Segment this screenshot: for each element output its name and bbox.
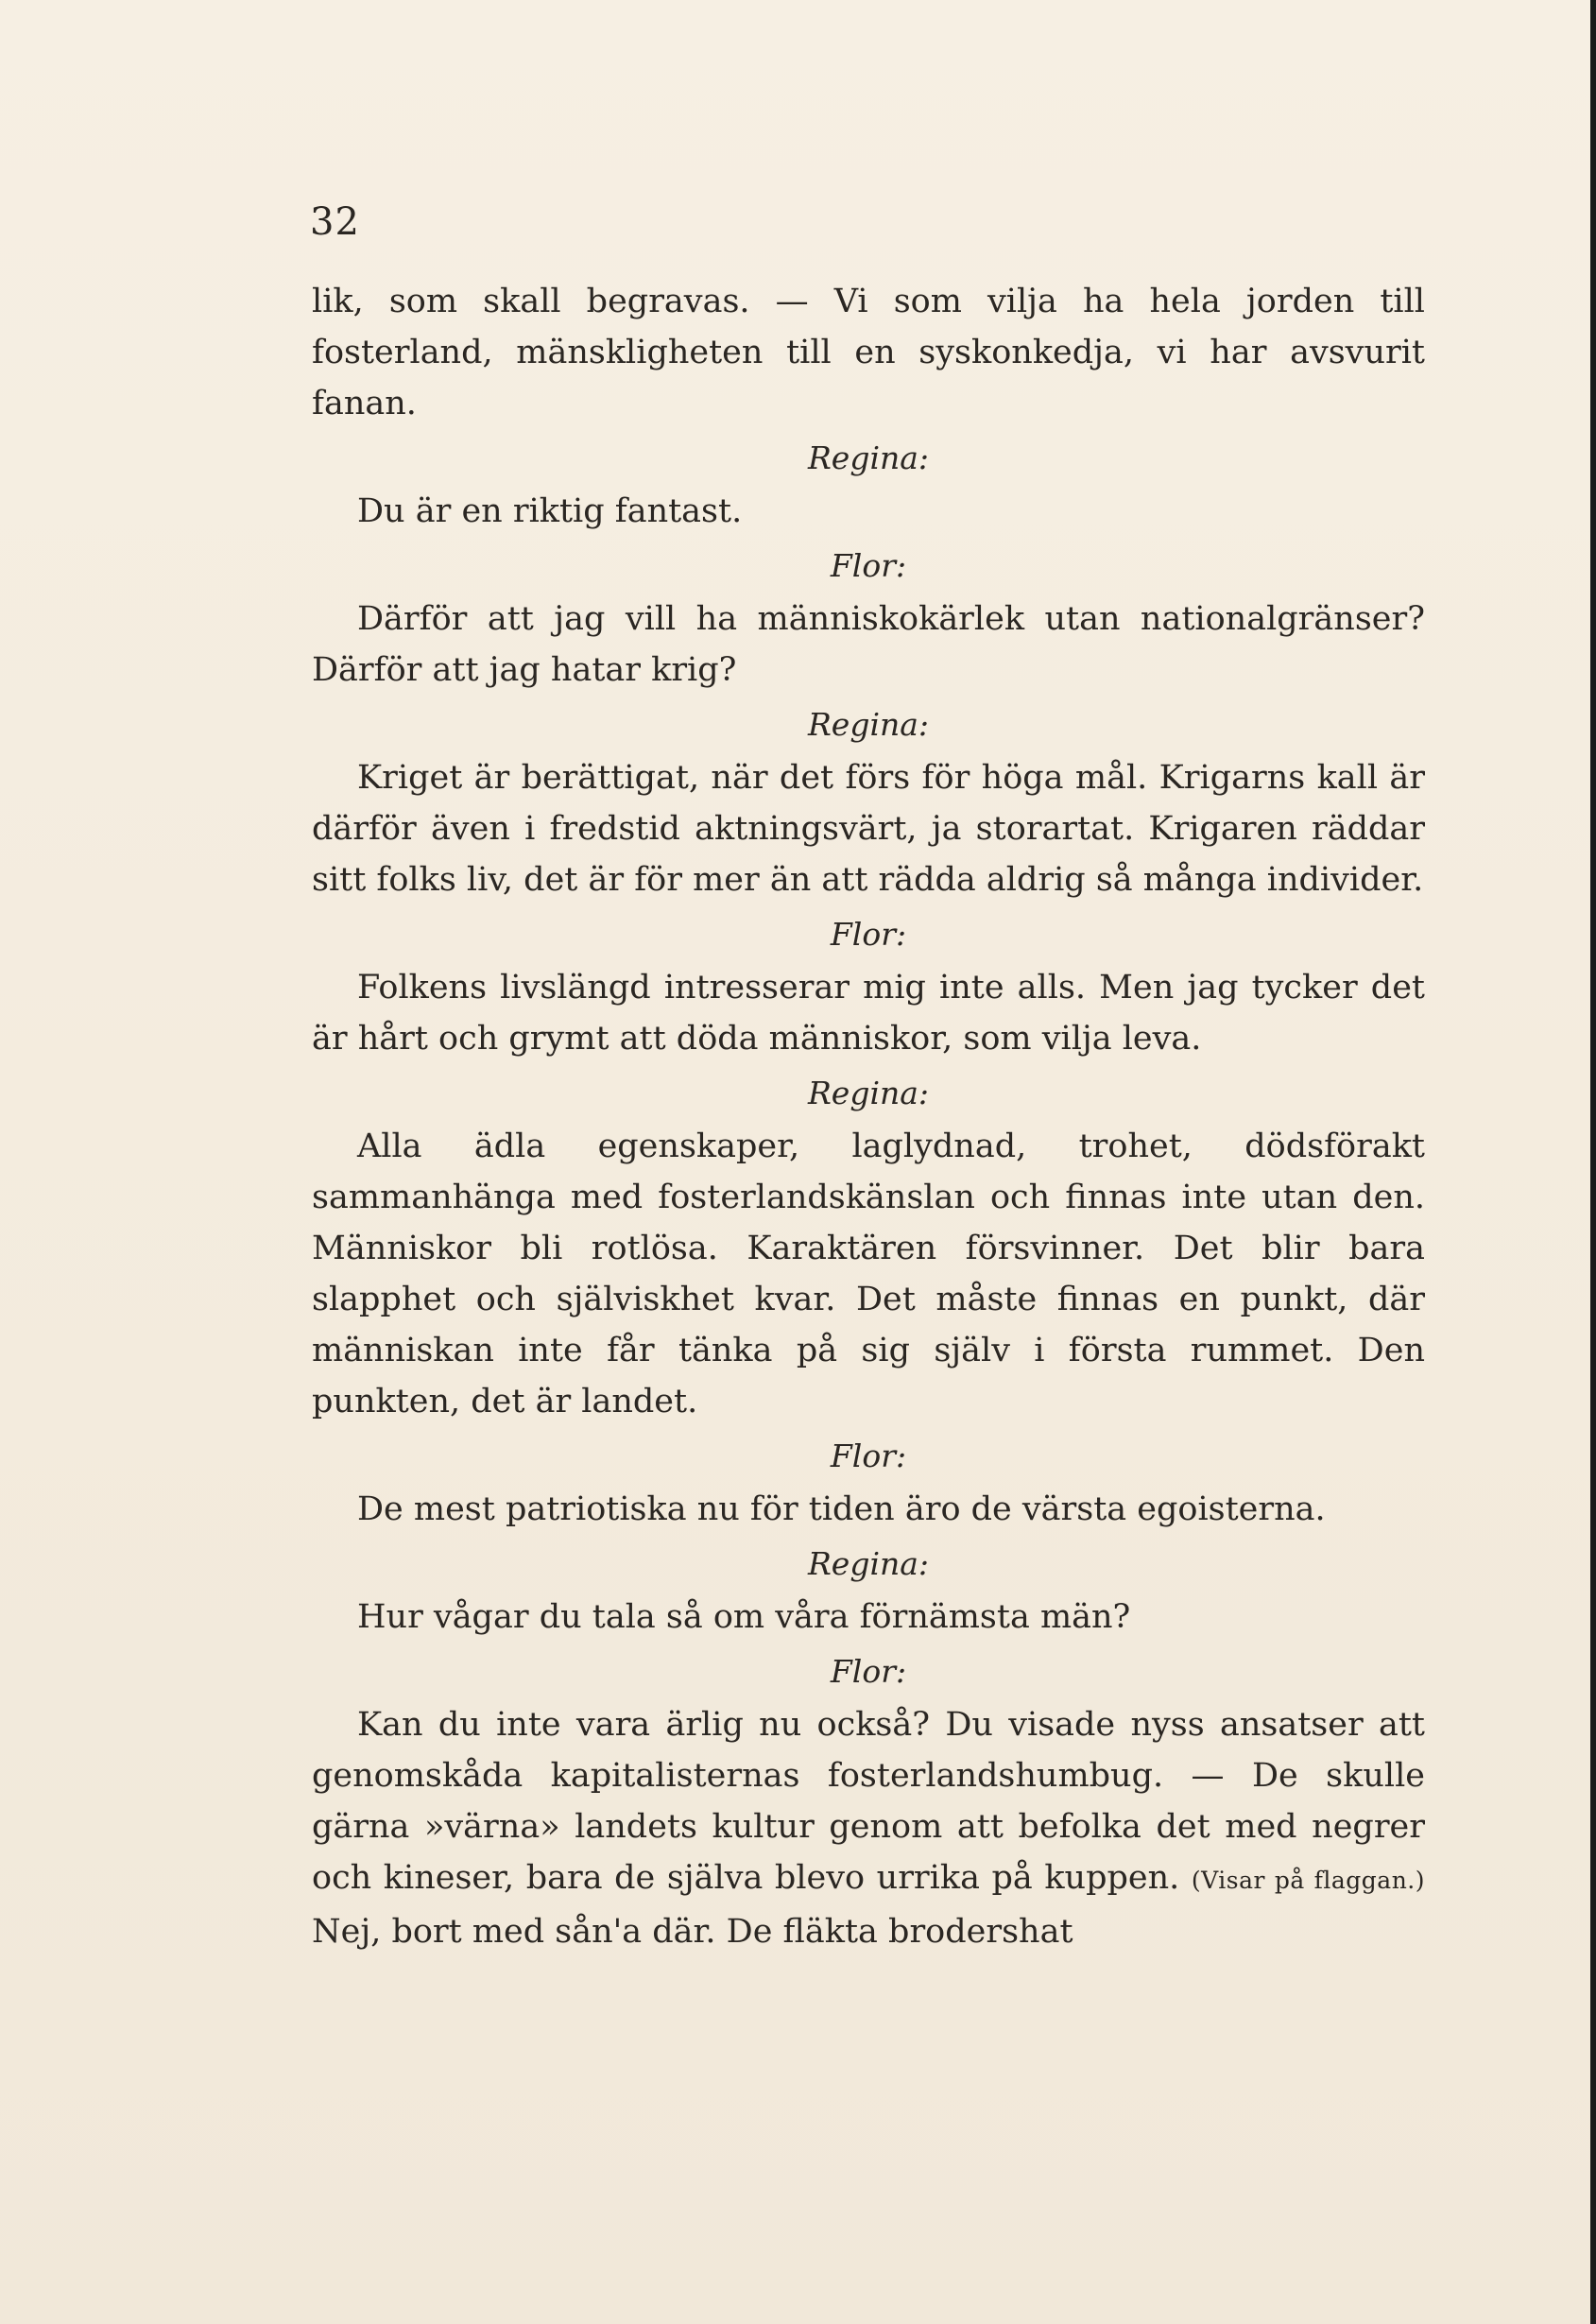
speaker-label: Regina: (807, 439, 930, 476)
paragraph-last (312, 1699, 1425, 1957)
speaker-label: Regina: (807, 706, 930, 743)
paragraph: Hur vågar du tala så om våra förnämsta män? (357, 1598, 1131, 1636)
text-block (312, 276, 1425, 1957)
speaker-label: Flor: (830, 916, 907, 953)
stage-direction: (Visar på flaggan.) (1191, 1867, 1425, 1894)
speaker-label: Regina: (807, 1545, 930, 1582)
paragraph: De mest patriotiska nu för tiden äro de värsta egoisterna. (357, 1490, 1326, 1528)
paragraph: Alla ädla egenskaper, laglydnad, trohet, dödsförakt sammanhänga med fosterlandskänslan och finnas inte utan den. Människor bli rotlösa. Karaktären försvinner. Det blir bara slapphet och själviskhet kvar. Det måste finnas en punkt, där människan inte får tänka på sig själv i första rummet. Den punkten, det är landet. (312, 1128, 1425, 1420)
page-edge-shadow (1590, 0, 1596, 2324)
speaker-label: Flor: (830, 1653, 907, 1690)
speaker-label: Flor: (830, 1437, 907, 1474)
paragraph-tail: Nej, bort med sån'a där. De fläkta brodershat (312, 1913, 1073, 1951)
paragraph: Kriget är berättigat, när det förs för höga mål. Krigarns kall är därför även i fredstid aktningsvärt, ja storartat. Krigaren räddar sitt folks liv, det är för mer än att rädda aldrig så många individer. (312, 759, 1425, 899)
paragraph-text: Kan du inte vara ärlig nu också? Du visade nyss ansatser att genomskåda kapitalisternas fosterlandshumbug. — De skulle gärna »värna» landets kultur genom att befolka det med negrer och kineser, bara de själva blevo urrika på kuppen. (312, 1706, 1425, 1897)
speaker-label: Flor: (830, 547, 907, 584)
page-number: 32 (310, 200, 360, 244)
paragraph: lik, som skall begravas. — Vi som vilja ha hela jorden till fosterland, mänskligheten till en syskonkedja, vi har avsvurit fanan. (312, 283, 1425, 422)
paragraph: Därför att jag vill ha människokärlek utan nationalgränser? Därför att jag hatar krig? (312, 600, 1425, 689)
speaker-label: Regina: (807, 1075, 930, 1111)
paragraph: Folkens livslängd intresserar mig inte alls. Men jag tycker det är hårt och grymt att döda människor, som vilja leva. (312, 969, 1425, 1058)
paragraph: Du är en riktig fantast. (357, 492, 743, 530)
